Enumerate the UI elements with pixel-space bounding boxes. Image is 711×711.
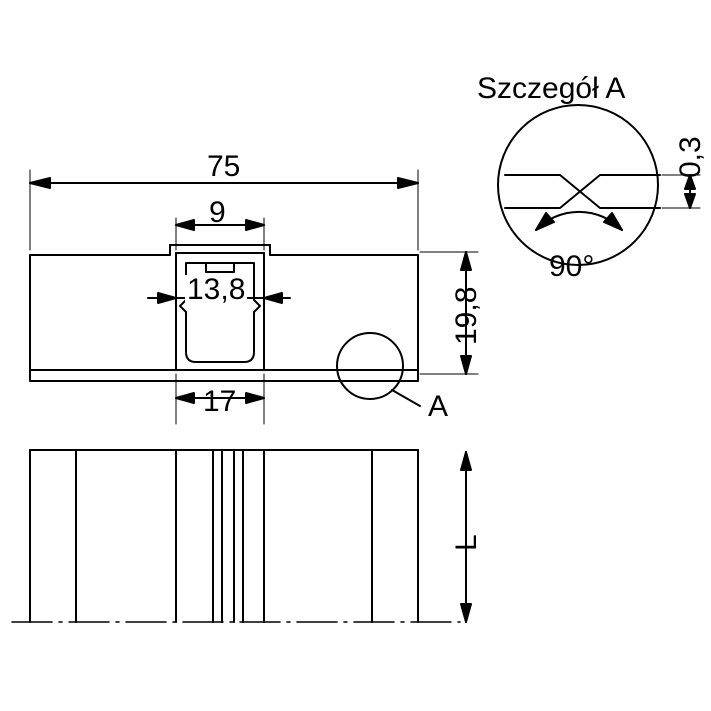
dim-label-19-8: 19,8 [450, 286, 483, 345]
dim-L-arrow-bottom [461, 604, 471, 622]
dim-label-17: 17 [203, 385, 237, 418]
detail-a-angle-arrow-left [536, 213, 554, 230]
detail-leader-a [392, 390, 420, 406]
dim-198-arrow-bottom [461, 356, 471, 374]
dim-03-arrow-bottom [685, 194, 695, 208]
dim-198-arrow-top [461, 252, 471, 270]
dim-75-arrow-right [398, 178, 418, 188]
section-base-plate [30, 370, 418, 381]
section-left-wing [30, 255, 175, 370]
dim-75-arrow-left [30, 178, 50, 188]
dim-label-13-8: 13,8 [187, 273, 246, 306]
detail-a-upper-edge [505, 175, 660, 208]
detail-a-title: Szczegół A [477, 72, 626, 105]
dim-label-90-deg: 90° [549, 250, 595, 283]
front-view-ribs [76, 450, 372, 622]
dim-9-arrow-right [246, 220, 264, 230]
dim-label-9: 9 [209, 196, 226, 229]
dim-label-75: 75 [207, 150, 241, 183]
dim-17-arrow-left [176, 393, 194, 403]
dim-138-arrow-right [264, 293, 282, 303]
dim-138-arrow-left [158, 293, 176, 303]
detail-a-lower-edge [505, 175, 660, 208]
detail-callout-label-a: A [428, 390, 449, 423]
dim-label-L: L [450, 534, 483, 551]
detail-a-angle-arrow-right [604, 213, 622, 230]
dim-label-0-3: 0,3 [674, 136, 707, 178]
detail-circle-a [337, 333, 403, 399]
section-cavity-notch [206, 263, 234, 272]
detail-a-circle [498, 105, 658, 265]
dim-9-arrow-left [176, 220, 194, 230]
dim-17-arrow-right [246, 393, 264, 403]
dim-L-arrow-top [461, 452, 471, 470]
